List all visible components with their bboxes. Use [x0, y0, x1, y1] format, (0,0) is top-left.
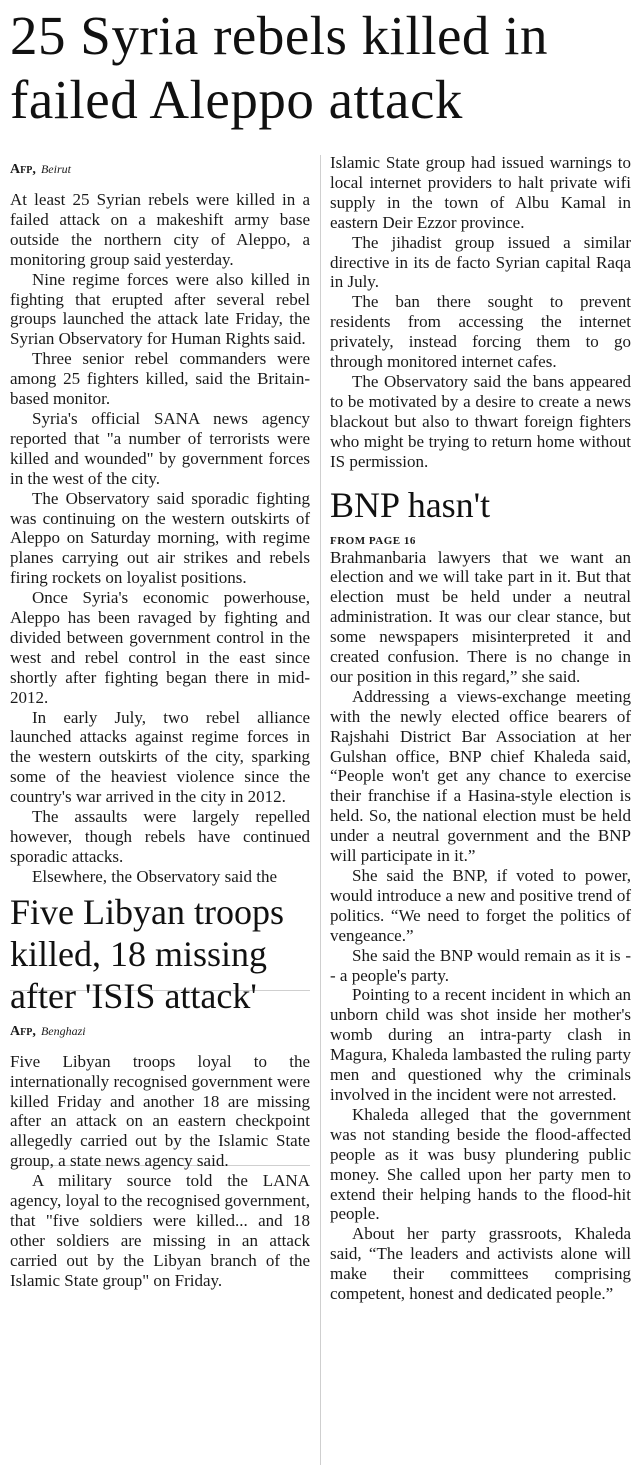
continuation-label: FROM PAGE 16 — [330, 534, 416, 547]
article-paragraph: Syria's official SANA news agency reported that "a number of terrorists were killed and wounded" by government forces in the west of the city. — [10, 408, 310, 488]
article-paragraph: Islamic State group had issued warnings to local internet providers to halt private wifi supply in the town of Albu Kamal in eastern Deir Ezzor province. — [330, 153, 631, 232]
article-paragraph: Pointing to a recent incident in which an unborn child was shot inside her mother's womb during an intra-party clash in Magura, Khaleda lambasted the ruling party men and questioned why the criminals involved in the incident were not arrested. — [330, 985, 631, 1104]
article-paragraph: Khaleda alleged that the government was not standing beside the flood-affected people as it was busy plundering public money. She called upon her party men to extend their helping hands to the flood-hit people. — [330, 1104, 631, 1224]
article-paragraph: The ban there sought to prevent residents from accessing the internet privately, instead forcing them to go through monitored internet cafes. — [330, 292, 631, 372]
byline — [10, 159, 310, 180]
byline — [10, 1021, 310, 1042]
article-paragraph: A military source told the LANA agency, loyal to the recognised government, that "five soldiers were killed... and 18 other soldiers are missing in an attack carried out by the Libyan branch of the Islamic State group" on Friday. — [10, 1171, 310, 1290]
article-paragraph: Five Libyan troops loyal to the internationally recognised government were killed Friday and another 18 are missing after an attack on an eastern checkpoint allegedly carried out by the Islamic State group, a state news agency said. — [10, 1051, 310, 1171]
article-paragraph: Once Syria's economic powerhouse, Aleppo has been ravaged by fighting and divided between government control in the west and rebel control in the east since shortly after fighting began there in mid-2012. — [10, 588, 310, 707]
article-paragraph: The Observatory said sporadic fighting was continuing on the western outskirts of Aleppo on Saturday morning, with regime planes carrying out air strikes and rebels firing rockets on loyalist positions. — [10, 488, 310, 588]
article-paragraph: She said the BNP, if voted to power, would introduce a new and positive trend of politics. “We need to forget the politics of vengeance.” — [330, 866, 631, 945]
right-column — [330, 153, 631, 1304]
left-column — [10, 155, 310, 1291]
article-paragraph: Elsewhere, the Observatory said the — [32, 866, 277, 886]
article-paragraph: In early July, two rebel alliance launched attacks against regime forces in the western outskirts of the city, sparking some of the heaviest violence since the country's war arrived in the city in 2012. — [10, 707, 310, 807]
article-paragraph: About her party grassroots, Khaleda said, “The leaders and activists alone will make their committees comprising competent, honest and dedicated people.” — [330, 1224, 631, 1304]
article-paragraph: The assaults were largely repelled however, though rebels have continued sporadic attacks. — [10, 807, 310, 866]
byline-agency: Afp, — [10, 162, 36, 177]
byline-agency: Afp, — [10, 1023, 36, 1039]
article-paragraph: Brahmanbaria lawyers that we want an election and we will take part in it. But that election must be held under a neutral administration. It was our clear stance, but some newspapers misinterpreted it and created confusion. There is no change in our position in this regard,” she said. — [330, 547, 631, 686]
byline-city: Benghazi — [40, 1023, 86, 1038]
libya-headline: Five Libyan troops killed, 18 missing after 'ISIS attack' — [10, 891, 284, 1016]
article-paragraph: At least 25 Syrian rebels were killed in a failed attack on a makeshift army base outside the northern city of Aleppo, a monitoring group said yesterday. — [10, 190, 310, 269]
column-divider — [320, 155, 321, 1465]
byline-city: Beirut — [40, 162, 71, 176]
article-paragraph: The jihadist group issued a similar directive in its de facto Syrian capital Raqa in July. — [330, 232, 631, 292]
article-paragraph: Three senior rebel commanders were among 25 fighters killed, said the Britain-based monitor. — [10, 349, 310, 409]
article-paragraph: She said the BNP would remain as it is -- a people's party. — [330, 945, 631, 985]
main-headline: 25 Syria rebels killed in failed Aleppo attack — [10, 5, 548, 130]
article-paragraph: Addressing a views-exchange meeting with the newly elected office bearers of Rajshahi District Bar Association at her Gulshan office, BNP chief Khaleda said, “People won't get any chance to exercise their franchise if a Hasina-style election is held. So, the national election must be held under a neutral government and the BNP will participate in it.” — [330, 686, 631, 866]
article-paragraph: The Observatory said the bans appeared to be motivated by a desire to create a news blackout but also to thwart foreign fighters who might be trying to return home without IS permission. — [330, 371, 631, 471]
bnp-headline: BNP hasn't — [330, 484, 491, 525]
article-paragraph: Nine regime forces were also killed in fighting that erupted after several rebel groups launched the attack late Friday, the Syrian Observatory for Human Rights said. — [10, 269, 310, 349]
